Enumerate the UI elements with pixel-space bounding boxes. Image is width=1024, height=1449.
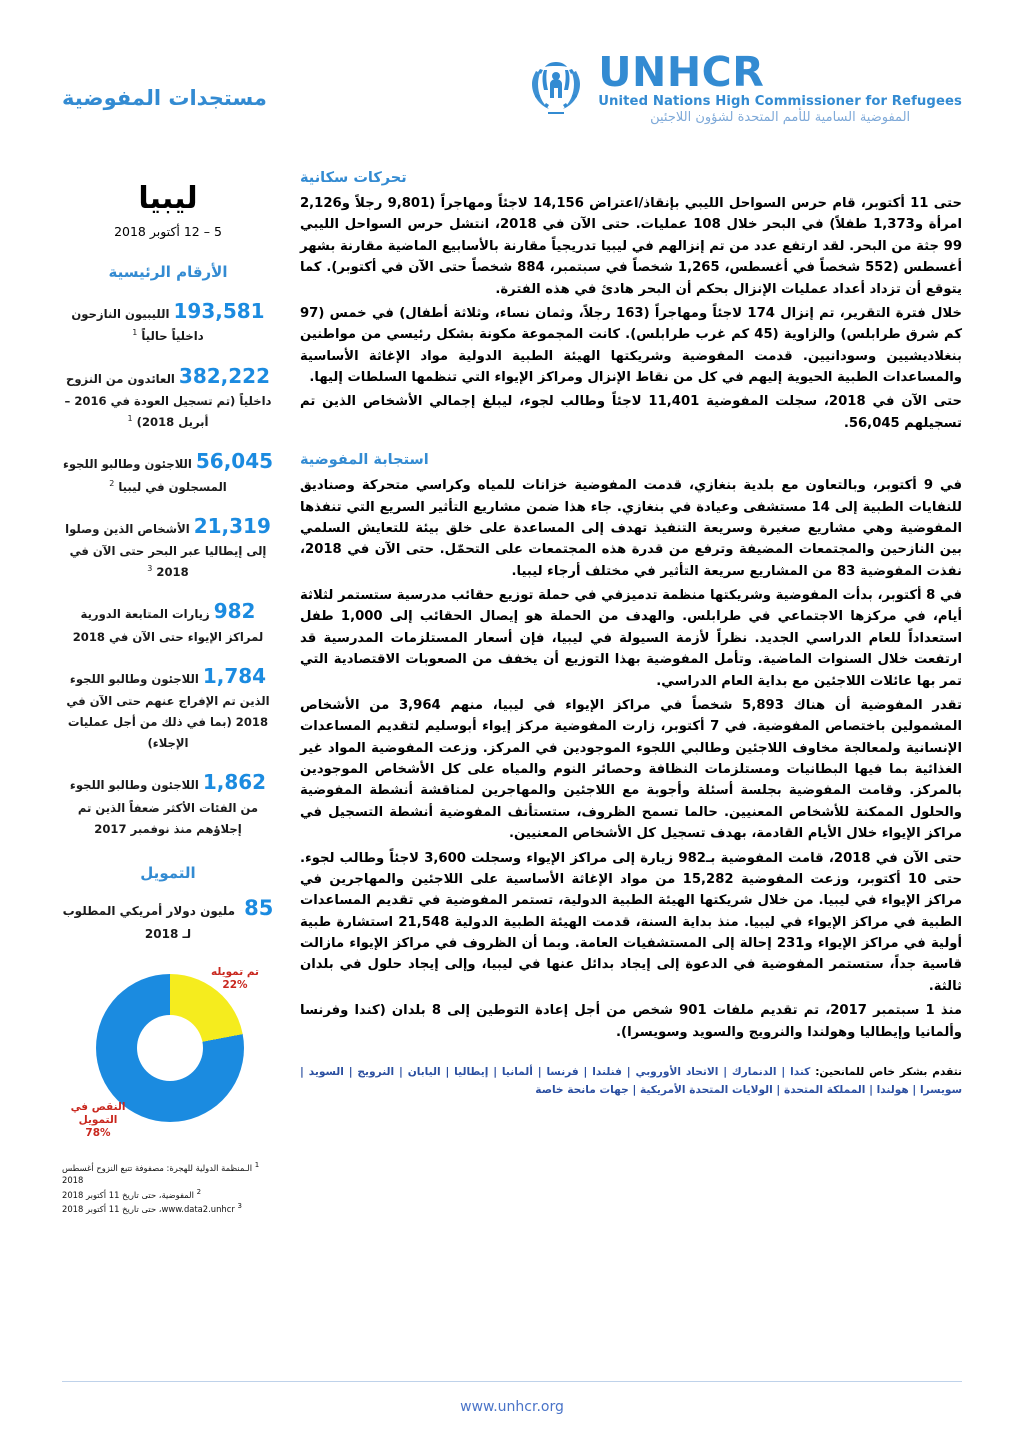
footer-divider — [62, 1381, 962, 1382]
paragraph: في 8 أكتوبر، بدأت المفوضية وشريكتها منظمة تدميزفي في حملة توزيع حقائب مدرسية ستستمر لثلاثة أيام، في مركزها الاجتماعي في طرابلس. والهدف من الحملة هو إيصال الحقائب إلى 1,000 طفل استعداداً للعام الدراسي الجديد. نظراً لأزمة السيولة في ليبيا، فإن أسعار المستلزمات المدرسية قد ارتفعت خلال السنوات الماضية. وتأمل المفوضية بهذا التوزيع أن يخفف من الصعوبات الاقتصادية التي تمر بها عائلات اللاجئين مع بداية العام الدراسي. — [300, 588, 962, 689]
donut-label-funded — [198, 966, 272, 992]
key-figure-label: اللاجئون وطالبو اللجوء من الفئات الأكثر ضعفاً الذين تم إجلاؤهم منذ نوفمبر 2017 — [69, 778, 259, 836]
key-figures-list — [62, 298, 274, 838]
key-figure-value: 193,581 — [173, 299, 265, 323]
unhcr-logo — [524, 48, 962, 126]
paragraph: في 9 أكتوبر، وبالتعاون مع بلدية بنغازي، قدمت المفوضية خزانات للمياه وكراسي متحركة وصناديق للنفايات الطبية إلى 14 مستشفى وعيادة في بنغازي. جاء هذا ضمن مشاريع التأثير السريع التي تنفذها المفوضية وهي مشاريع صغيرة وسريعة التنفيذ تهدف إلى المساعدة على خلق بيئة للتعايش السلمي بين النازحين والمجتمعات المضيفة وترفع من قدرة هذه المجتمعات على التحمّل. حتى الآن في 2018، نفذت المفوضية 83 من المشاريع سريعة التأثير في مختلف أرجاء ليبيا. — [300, 478, 962, 579]
report-daterange: 5 – 12 أكتوبر 2018 — [114, 224, 222, 239]
content-area — [62, 170, 962, 1216]
country-title: ليبيا — [138, 181, 198, 216]
key-figure-label: اللاجئون وطالبو اللجوء المسجلون في ليبيا $^2$ — [62, 457, 227, 494]
footnotes — [62, 1160, 274, 1216]
key-figure-value: 1,784 — [202, 663, 267, 688]
update-title: مستجدات المفوضية — [62, 86, 267, 110]
key-figure-label: الليبيون النازحون داخلياً حالياً $^1$ — [71, 307, 204, 344]
key-figure-value: 56,045 — [195, 449, 274, 474]
donut-funded-value: 22% — [222, 979, 248, 992]
donut-label-gap — [62, 1101, 134, 1140]
funding-amount — [62, 894, 274, 944]
paragraph: حتى الآن في 2018، سجلت المفوضية 11,401 لاجئاً وطالب لجوء، ليبلغ إجمالي الأشخاص الذين تم تسجيلهم 56,045. — [300, 394, 963, 431]
funding-label: مليون دولار أمريكي المطلوب لـ 2018 — [62, 904, 236, 942]
main-column — [300, 170, 962, 1216]
key-figure — [62, 298, 274, 346]
donut-funded-name: تم تمويله — [211, 965, 259, 978]
key-figure-label: العائدون من النزوح داخلياً (تم تسجيل العودة في 2016 – أبريل 2018) $^1$ — [64, 371, 272, 429]
funding-heading: التمويل — [140, 864, 196, 883]
brand-name: UNHCR — [598, 48, 765, 96]
funding-donut-chart — [62, 960, 274, 1146]
paragraph: حتى الآن في 2018، قامت المفوضية بـ982 زيارة إلى مراكز الإيواء وسجلت 3,600 لاجئاً وطالب لجوء. حتى 10 أكتوبر، وزعت المفوضية 15,282 من مواد الإغاثة الأساسية على اللاجئين والمهاجرين في مراكز الإيواء في ليبيا. من خلال شريكتها الهيئة الطبية الدولية، تستمر المفوضية في تقديم المساعدات الطبية في مراكز الإيواء في ليبيا. منذ بداية السنة، قدمت الهيئة الطبية الدولية 21,548 استشارة طبية أولية في مراكز الإيواء و231 إحالة إلى المستشفيات العامة. وبما أن الظروف في مراكز الإيواء مازالت قاسية جداً، ستستمر المفوضية في الدعوة إلى إيجاد بدائل عنها في ليبيا، وإلى إيجاد حلول في بلدان ثالثة. — [300, 850, 962, 994]
paragraph: تقدر المفوضية أن هناك 5,893 شخصاً في مراكز الإيواء في ليبيا، منهم 3,964 من الأشخاص المشمولين باختصاص المفوضية. في 7 أكتوبر، زارت المفوضية مركز إيواء أبوسليم لتقديم المساعدات الإنسانية ولمعالجة مخاوف اللاجئين وطالبي اللجوء الموجودين في المركز. وزعت المفوضية المواد غير الغذائية بما فيها البطانيات ومستلزمات النظافة وحصائر النوم والمياه على كل الأشخاص الموجودين بالمركز. وقامت المفوضية بجلسة أسئلة وأجوبة مع اللاجئين والمهاجرين لمناقشة أنشطة المفوضية والحلول الممكنة للأشخاص المعنيين. حالما تسمح الظروف، ستستأنف المفوضية أنشطة التسجيل في مراكز الإيواء خلال الأيام القادمة، بهدف تسجيل كل الأشخاص المعنيين. — [300, 697, 962, 842]
brand-subtitle-arabic: المفوضية السامية للأمم المتحدة لشؤون اللاجئين — [650, 110, 911, 126]
donors-label: نتقدم بشكر خاص للمانحين: — [815, 1065, 962, 1078]
key-figure — [62, 448, 274, 496]
unhcr-website-link[interactable]: www.unhcr.org — [460, 1399, 564, 1415]
key-figure — [62, 663, 274, 753]
footnote-marker: 1 — [132, 328, 138, 338]
paragraph: خلال فترة التقرير، تم إنزال 174 لاجئاً ومهاجراً (163 رجلاً، وثمان نساء، وثلاثة أطفال) في خمس (97 كم شرق طرابلس) والزاوية (45 كم غرب طرابلس). كانت المجموعة مكونة بشكل رئيسي من مواطنين بنغلاديشيين وسودانيين. قدمت المفوضية وشريكتها الهيئة الطبية الدولية مواد الإغاثة الأساسية والمساعدات الطبية الحيوية إليهم في كل من نقاط الإنزال ومراكز الإيواء التي تنظمها السلطات إليها. — [300, 305, 962, 385]
page-footer — [0, 1381, 1024, 1415]
key-figure-label: زيارات المتابعة الدورية لمراكز الإيواء حتى الآن في 2018 — [72, 607, 264, 644]
key-figures-heading: الأرقام الرئيسية — [108, 263, 228, 281]
key-figure-label: الأشخاص الذين وصلوا إلى إيطاليا عبر البحر حتى الآن في 2018 $^3$ — [65, 521, 267, 580]
donors-list: كندا | الدنمارك | الاتحاد الأوروبي | فنلندا | فرنسا | ألمانيا | إيطاليا | اليابان | النرويج | السويد | سويسرا | هولندا | المملكة المتحدة | الولايات المتحدة الأمريكية | جهات مانحة خاصة — [300, 1065, 962, 1096]
paragraph: حتى 11 أكتوبر، قام حرس السواحل الليبي بإنقاذ/اعتراض 14,156 لاجئاً ومهاجراً (9,801 رجلاً و2,126 امرأة و1,373 طفلاً) في البحر خلال 108 عمليات. حتى الآن في 2018، انتشل حرس السواحل الليبي 99 جثة من البحر. لقد ارتفع عدد من تم إنزالهم في ليبيا تدريجياً مقارنة بالأسابيع الماضية مقارنة بشهر أغسطس (552 شخصاً في أغسطس، 1,265 شخصاً في سبتمبر، 884 شخصاً حتى الآن في أكتوبر). كما يتوقع أن تزداد أعداد عمليات الإنزال بحكم أن البحر هادئ في هذه الفترة. — [300, 196, 962, 297]
key-figure — [62, 769, 274, 838]
key-figure-value: 382,222 — [178, 363, 270, 388]
key-figure — [62, 598, 274, 646]
section-heading-population-movements: تحركات سكانية — [300, 170, 407, 186]
footnote-marker: 3 — [147, 564, 153, 574]
page-header — [62, 48, 962, 148]
key-figure — [62, 363, 274, 432]
key-figure-value: 21,319 — [193, 513, 271, 538]
funding-value: 85 — [244, 896, 274, 921]
unhcr-emblem-icon — [524, 54, 588, 118]
section-heading-unhcr-response: استجابة المفوضية — [300, 452, 429, 469]
sidebar — [62, 170, 274, 1216]
key-figure-value: 982 — [213, 599, 256, 624]
donut-gap-name: النقص في التمويل — [70, 1100, 126, 1126]
footnote-marker: 1 — [127, 414, 133, 424]
donors-line — [300, 1063, 962, 1099]
brand-subtitle: United Nations High Commissioner for Refugees — [598, 94, 962, 109]
footnote-marker: 2 — [109, 478, 115, 488]
key-figure-value: 1,862 — [202, 770, 267, 795]
key-figure — [62, 513, 274, 582]
donut-gap-value: 78% — [85, 1126, 111, 1139]
footnote: $^1$ الـمنظمة الدولية للهجرة: مصفوفة تتبع النزوح أغسطس 2018 — [62, 1160, 260, 1186]
footnote: $^2$ المفوضية، حتى تاريخ 11 أكتوبر 2018 — [62, 1188, 202, 1200]
key-figure-label: اللاجئون وطالبو اللجوء الذين تم الإفراج عنهم حتى الآن في 2018 (بما في ذلك من أجل عمليات الإجلاء) — [66, 671, 270, 751]
spacer — [300, 437, 962, 452]
paragraph: منذ 1 سبتمبر 2017، تم تقديم ملفات 901 شخص من أجل إعادة التوطين إلى 8 بلدان (كندا وفرنسا وألمانيا وإيطاليا وهولندا والنرويج والسويد وسويسرا). — [300, 1003, 962, 1040]
footnote: $^3$ www.data2.unhcr، حتى تاريخ 11 أكتوبر 2018 — [62, 1202, 242, 1215]
